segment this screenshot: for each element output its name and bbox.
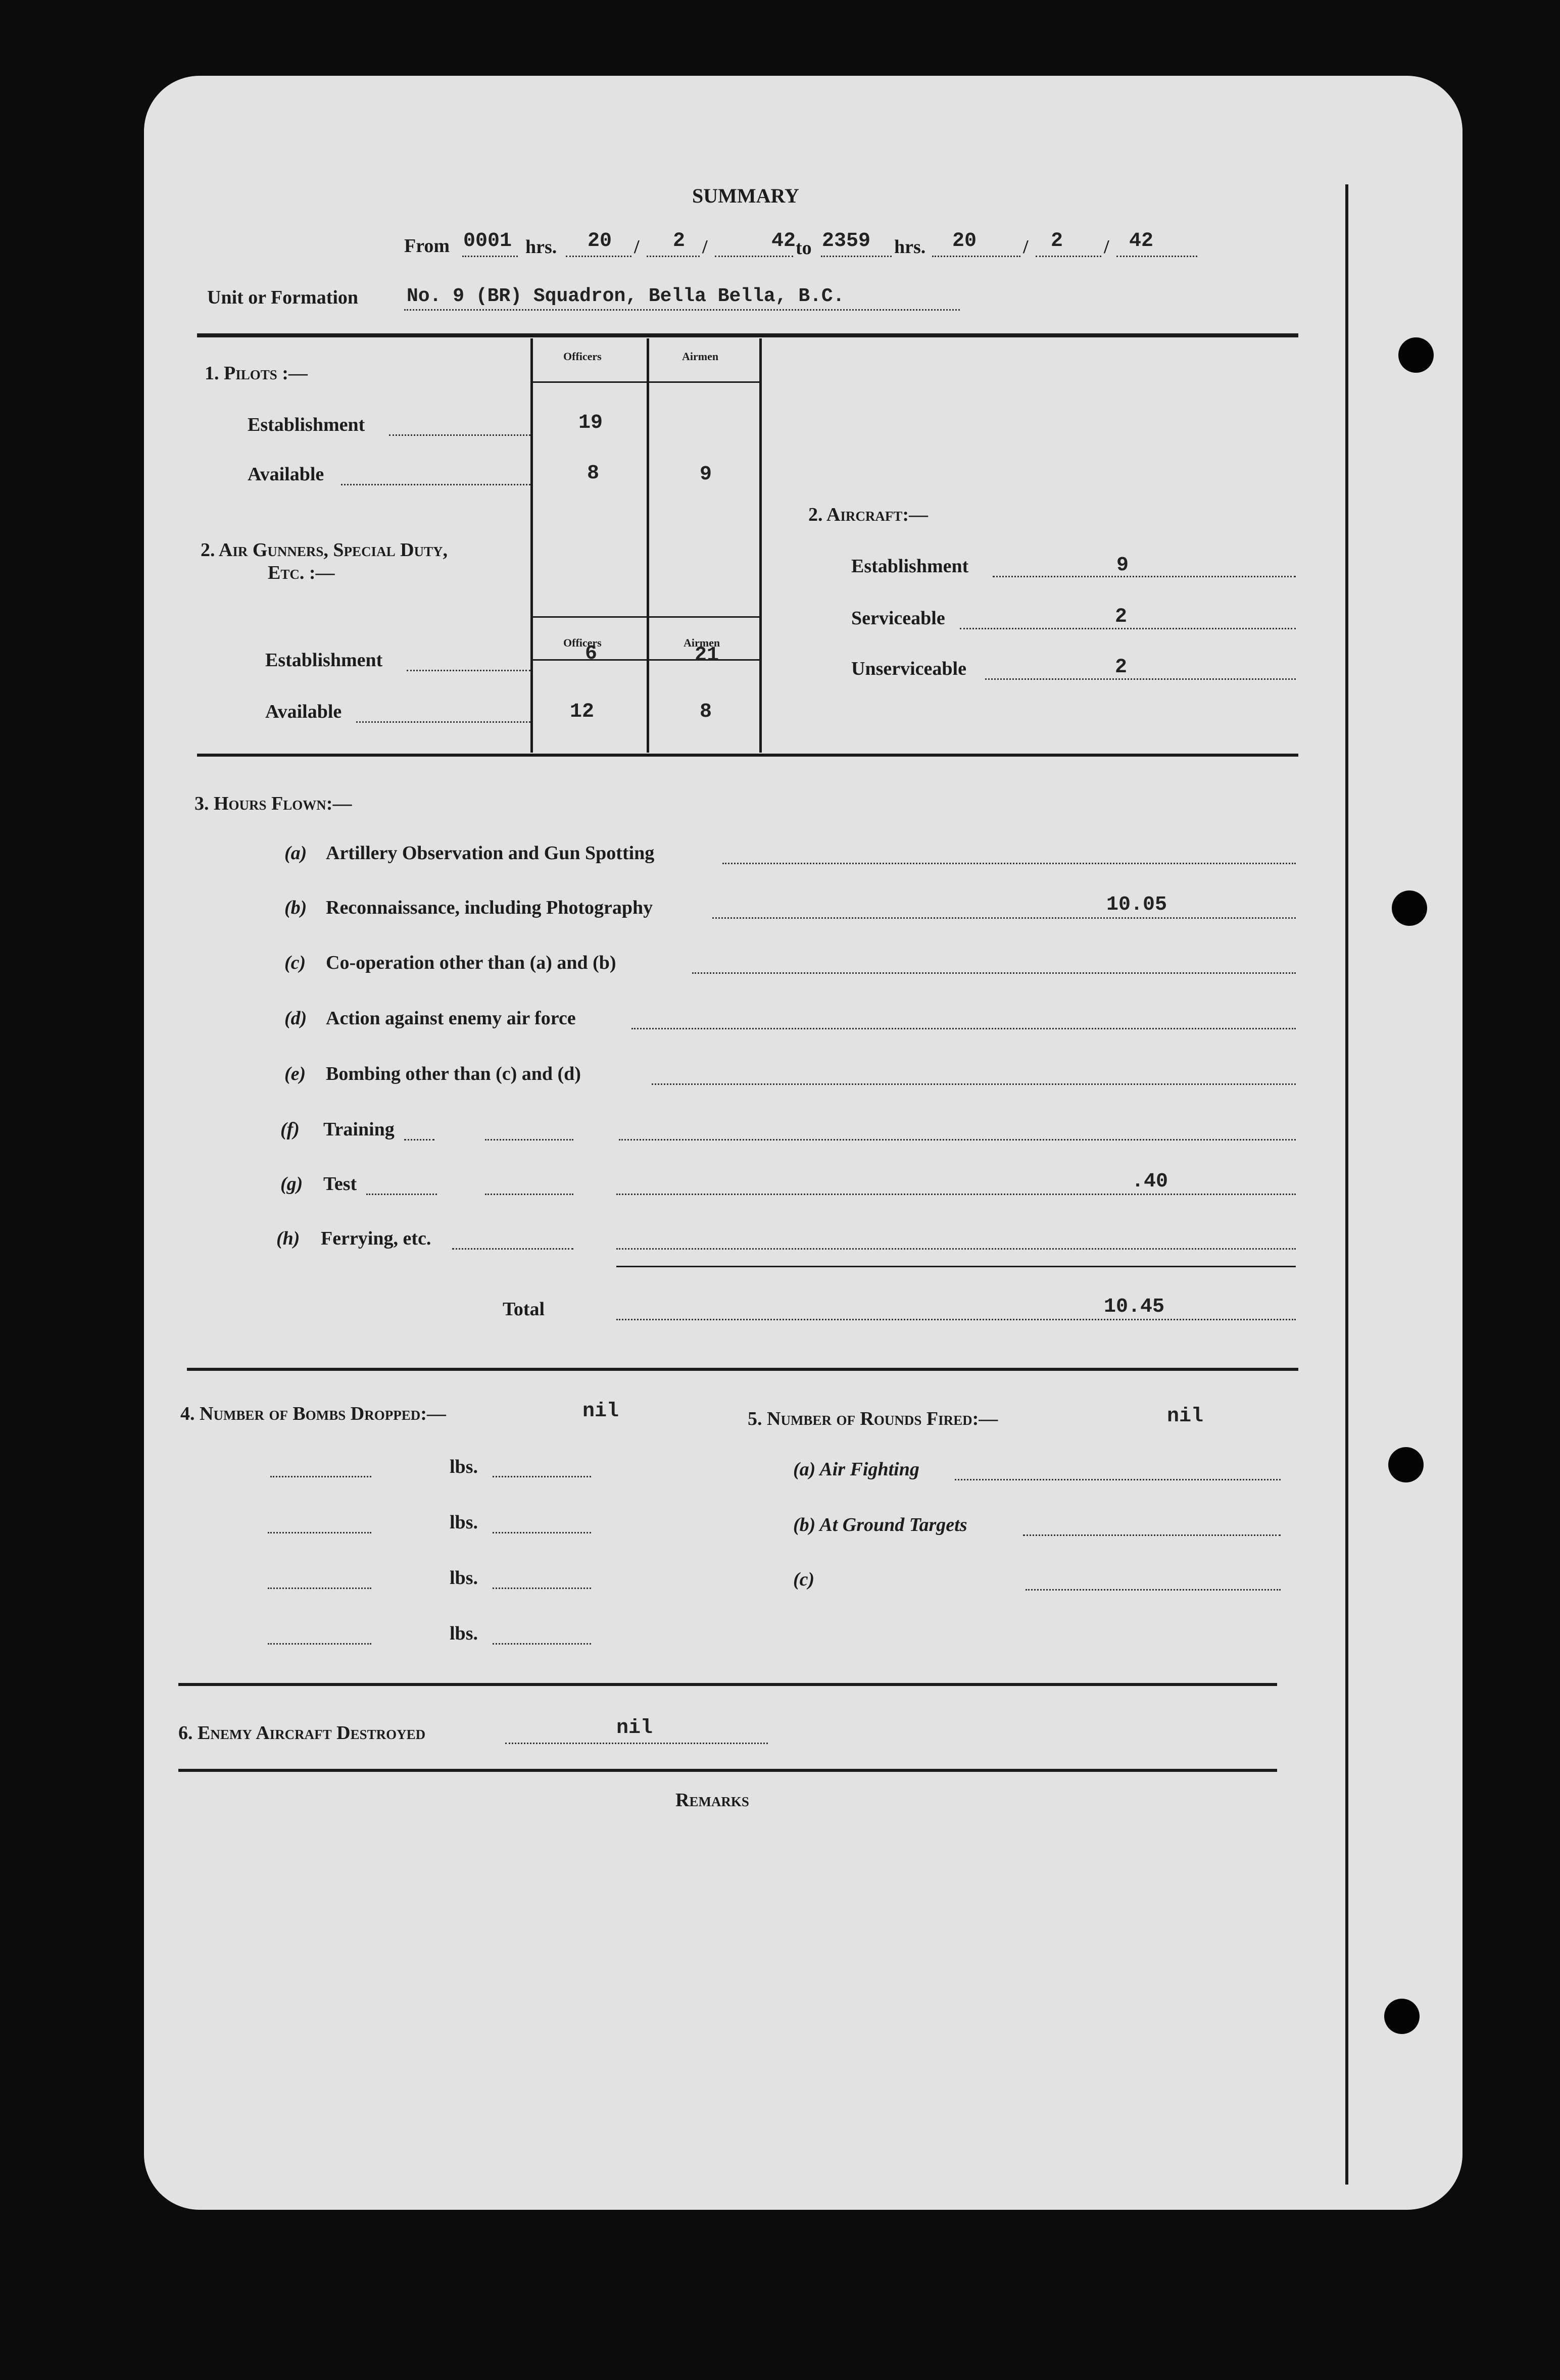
page-title: SUMMARY	[692, 184, 799, 207]
aircraft-unserviceable-label: Unserviceable	[851, 658, 966, 679]
binder-hole-4	[1384, 1999, 1420, 2034]
rounds-ground-targets-label: (b) At Ground Targets	[793, 1514, 967, 1535]
rounds-c-label: (c)	[793, 1569, 815, 1590]
binder-hole-1	[1398, 337, 1434, 373]
enemy-heading: 6. Enemy Aircraft Destroyed	[178, 1722, 426, 1744]
pilots-available-label: Available	[248, 464, 324, 485]
binder-hole-2	[1392, 890, 1427, 926]
from-label: From	[404, 235, 450, 257]
to-day: 20	[952, 230, 977, 253]
bombs-heading: 4. Number of Bombs Dropped:—	[180, 1403, 446, 1424]
aircraft-serviceable-label: Serviceable	[851, 608, 945, 629]
pilots-establishment-officers: 19	[578, 412, 603, 434]
aircraft-establishment-label: Establishment	[851, 556, 969, 577]
hours-heading: 3. Hours Flown:—	[194, 793, 352, 814]
rounds-value: nil	[1167, 1405, 1204, 1428]
aircraft-unserviceable-value: 2	[1115, 656, 1128, 679]
hours-recon-value: 10.05	[1106, 894, 1167, 916]
binder-hole-3	[1388, 1447, 1424, 1482]
hours-total-value: 10.45	[1104, 1296, 1165, 1318]
pilots-col-airmen: Airmen	[682, 350, 719, 363]
header-rule	[197, 333, 1298, 337]
to-label: to	[796, 237, 812, 259]
gunners-establishment-label: Establishment	[265, 650, 383, 671]
to-month: 2	[1051, 230, 1063, 253]
rounds-heading: 5. Number of Rounds Fired:—	[748, 1408, 998, 1429]
gunners-available-officers: 12	[570, 701, 595, 723]
gunners-col-officers: Officers	[563, 636, 602, 649]
gunners-heading-line2: Etc. :—	[268, 562, 335, 583]
gunners-heading-line1: 2. Air Gunners, Special Duty,	[201, 539, 448, 561]
gunners-establishment-airmen: 21	[695, 644, 719, 667]
gunners-establishment-officers: 6	[585, 642, 598, 665]
from-day: 20	[588, 230, 612, 253]
hours-total-label: Total	[503, 1299, 545, 1320]
bombs-value: nil	[582, 1400, 619, 1423]
remarks-heading: Remarks	[675, 1790, 749, 1811]
from-time: 0001	[463, 230, 512, 253]
from-year: 42	[771, 230, 796, 253]
to-time: 2359	[822, 230, 871, 253]
enemy-value: nil	[616, 1717, 653, 1740]
to-hrs-label: hrs.	[894, 236, 926, 258]
right-margin-rule	[1345, 184, 1348, 2185]
aircraft-heading: 2. Aircraft:—	[808, 504, 929, 525]
unit-value: No. 9 (BR) Squadron, Bella Bella, B.C.	[407, 285, 845, 307]
gunners-col-airmen: Airmen	[684, 636, 720, 649]
to-year: 42	[1129, 230, 1154, 253]
from-hrs-label: hrs.	[525, 236, 557, 258]
from-month: 2	[673, 230, 686, 253]
gunners-available-label: Available	[265, 701, 342, 722]
unit-label: Unit or Formation	[207, 287, 359, 308]
aircraft-establishment-value: 9	[1116, 554, 1129, 577]
pilots-col-officers: Officers	[563, 350, 602, 363]
pilots-available-airmen: 9	[700, 463, 712, 486]
rounds-air-fighting-label: (a) Air Fighting	[793, 1459, 919, 1480]
pilots-heading: 1. Pilots :—	[205, 363, 308, 384]
pilots-establishment-label: Establishment	[248, 414, 365, 435]
pilots-available-officers: 8	[587, 462, 600, 485]
hours-test-value: .40	[1132, 1170, 1168, 1193]
aircraft-serviceable-value: 2	[1115, 606, 1128, 628]
form-sheet: SUMMARY From 0001 hrs. 20 / 2 / 42 to 2359 hrs. 20 / 2 / 42 Unit or Formation No. 9 (BR) Squadron, Bella Bella, B.C. Officers Airmen 1. Pilots :— Establishment 19 Available 8 9 2. Air Gunners, Special Duty, Etc. :— Officers Airmen Establishment 6 21 Available 12 8 2. Aircraft:— Establishment 9 Serviceable 2 Unserviceable 2 3. Hours Flown:— (a) Artillery Observation and Gun Spotting (b) Reconnaissance, including Photography 10.05 (c) Co-operation other than (a) and (b) (d) Action against enemy air force (e) Bombing other than (c) and (d) (f) Training (g) Test .40 (h) Ferrying, etc. Total 10.45 4. Number of Bombs Dropped:— nil lbs. lbs. lbs. lbs. 5. Number of Rounds Fired:— nil (a) Air Fighting (b) At Ground Targets (c) 6. Enemy Aircraft Destroyed nil Remarks	[144, 76, 1462, 2210]
gunners-available-airmen: 8	[700, 701, 712, 723]
